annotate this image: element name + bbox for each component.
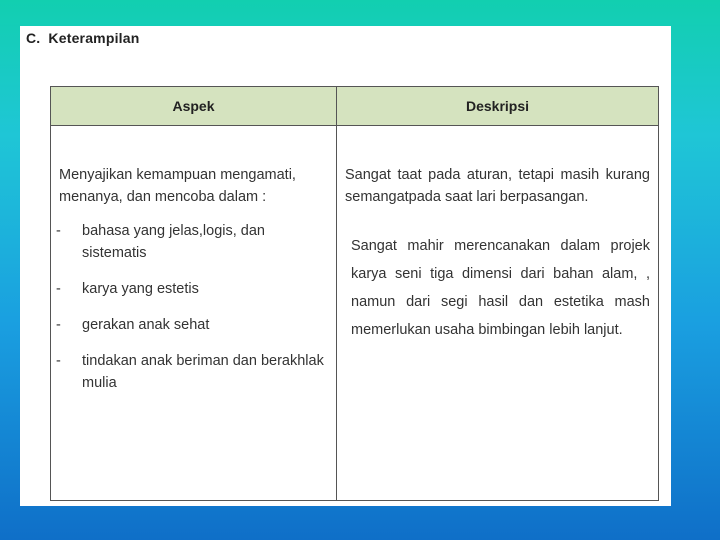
skills-rubric-table [50, 86, 659, 501]
deskripsi-paragraph: Sangat taat pada aturan, tetapi masih kurang semangatpada saat lari berpasangan. [345, 167, 650, 205]
list-item [56, 220, 328, 264]
table-row [51, 126, 659, 501]
list-item [56, 314, 328, 336]
bullet-marker: - [56, 223, 61, 239]
deskripsi-paragraph: Sangat mahir merencanakan dalam projek karya seni tiga dimensi dari bahan alam, , namun dari segi hasil dan estetika mash memerlukan usaha bimbingan lebih lanjut. [351, 238, 650, 338]
list-item [56, 350, 328, 394]
header-deskripsi: Deskripsi [337, 87, 659, 126]
header-aspek: Aspek [51, 87, 337, 126]
list-item-text: gerakan anak sehat [82, 317, 210, 333]
aspek-intro: Menyajikan kemampuan mengamati, menanya, dan mencoba dalam : [59, 167, 296, 205]
aspek-cell [51, 126, 337, 501]
section-letter: C. [26, 30, 41, 46]
list-item-text: tindakan anak beriman dan berakhlak mulia [82, 353, 324, 391]
aspek-list [56, 220, 328, 394]
bullet-marker: - [56, 317, 61, 333]
table-header-row [51, 87, 659, 126]
list-item-text: karya yang estetis [82, 281, 199, 297]
list-item [56, 278, 328, 300]
bullet-marker: - [56, 353, 61, 369]
section-heading [26, 30, 140, 46]
deskripsi-cell [337, 126, 659, 501]
section-title: Keterampilan [48, 30, 140, 46]
document-page [20, 26, 671, 506]
bullet-marker: - [56, 281, 61, 297]
list-item-text: bahasa yang jelas,logis, dan sistematis [82, 223, 265, 261]
